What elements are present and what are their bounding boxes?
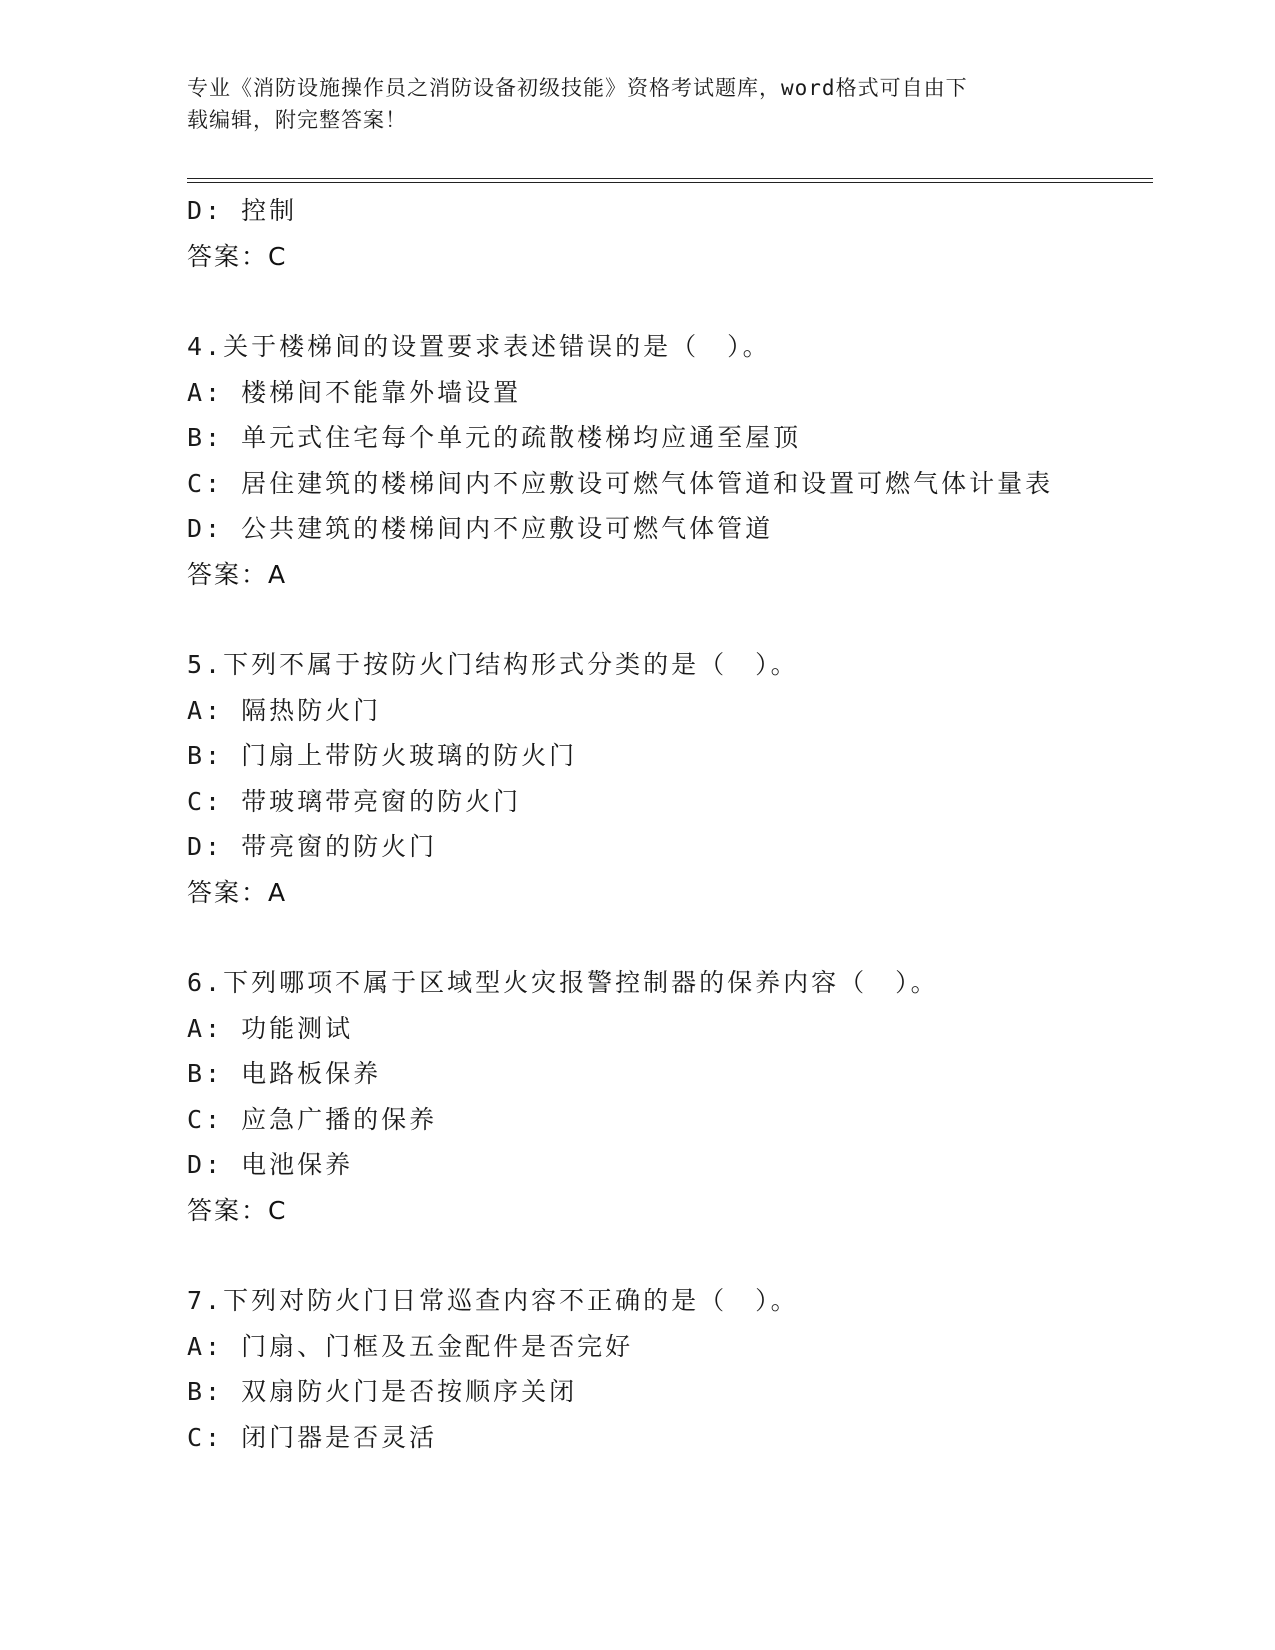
option-b: B: 电路板保养	[187, 1059, 382, 1088]
option-c: C: 居住建筑的楼梯间内不应敷设可燃气体管道和设置可燃气体计量表	[187, 468, 1054, 498]
option-d: D: 公共建筑的楼梯间内不应敷设可燃气体管道	[187, 514, 774, 543]
option-a: A: 楼梯间不能靠外墙设置	[187, 377, 522, 407]
option-d: D: 带亮窗的防火门	[187, 832, 438, 861]
answer: 答案：A	[187, 877, 288, 907]
option-a: A: 隔热防火门	[187, 695, 382, 725]
header-line-2: 载编辑，附完整答案！	[187, 108, 407, 132]
option-c: C: 应急广播的保养	[187, 1104, 438, 1134]
option-a: A: 门扇、门框及五金配件是否完好	[187, 1331, 634, 1361]
option-c: C: 带玻璃带亮窗的防火门	[187, 786, 522, 816]
question-list	[187, 188, 1147, 1460]
answer: 答案：C	[187, 241, 288, 271]
question-stem: 6.下列哪项不属于区域型火灾报警控制器的保养内容（ ）。	[187, 968, 939, 997]
question-6	[187, 960, 1147, 1233]
spacer	[187, 597, 1147, 642]
question-4	[187, 324, 1147, 597]
spacer	[187, 279, 1147, 324]
question-stem: 4.关于楼梯间的设置要求表述错误的是（ ）。	[187, 332, 771, 361]
answer: 答案：C	[187, 1195, 288, 1225]
header-divider	[187, 178, 1153, 183]
option-d: D: 电池保养	[187, 1150, 354, 1179]
question-7	[187, 1278, 1147, 1460]
question-stem: 7.下列对防火门日常巡查内容不正确的是（ ）。	[187, 1286, 799, 1315]
document-header	[187, 72, 1067, 136]
spacer	[187, 915, 1147, 960]
header-line-1: 专业《消防设施操作员之消防设备初级技能》资格考试题库，word格式可自由下	[187, 76, 968, 100]
option-a: A: 功能测试	[187, 1013, 354, 1043]
question-stem: 5.下列不属于按防火门结构形式分类的是（ ）。	[187, 650, 799, 679]
option-b: B: 单元式住宅每个单元的疏散楼梯均应通至屋顶	[187, 423, 802, 452]
option-d: D: 控制	[187, 196, 298, 225]
question-3-tail	[187, 188, 1147, 279]
answer: 答案：A	[187, 559, 288, 589]
option-c: C: 闭门器是否灵活	[187, 1422, 438, 1452]
question-5	[187, 642, 1147, 915]
spacer	[187, 1233, 1147, 1278]
option-b: B: 门扇上带防火玻璃的防火门	[187, 741, 578, 770]
option-b: B: 双扇防火门是否按顺序关闭	[187, 1377, 578, 1406]
